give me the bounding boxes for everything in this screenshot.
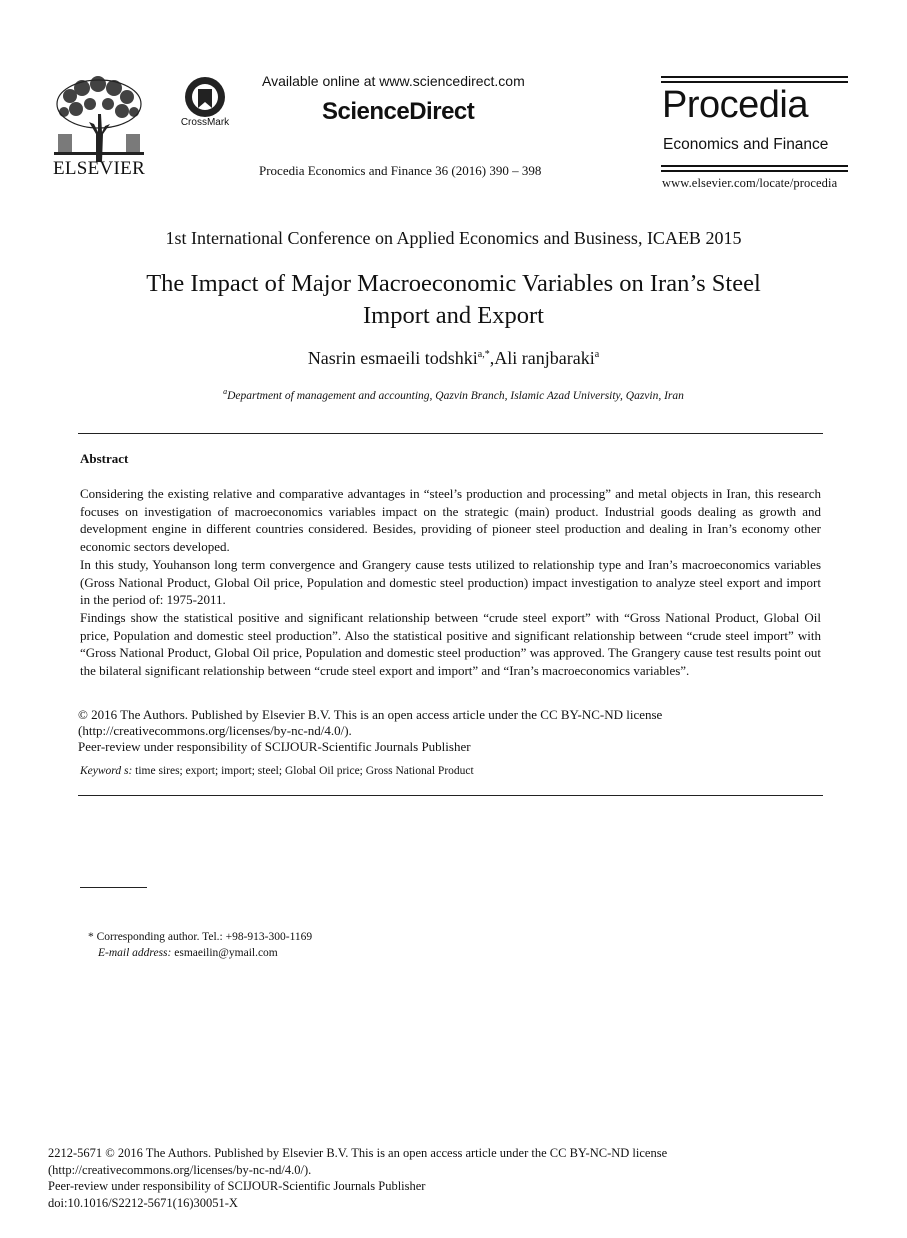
peer-review-line: Peer-review under responsibility of SCIJOUR-Scientific Journals Publisher [78,739,471,754]
abstract-paragraph-3: Findings show the statistical positive and significant relationship between “crude steel export” with “Gross National Product, Global Oil price, Population and domestic steel production”. Also the statistical positive and significant relationship between “crude steel import” with “Gross National Product, Global Oil price, Population and domestic steel production” was approved. The Grangery cause test results point out the bilateral significant relationship between “crude steel export and import” and “Iran’s macroeconomics variables”. [80,609,821,679]
procedia-url-link[interactable]: www.elsevier.com/locate/procedia [662,176,838,190]
authors [0,348,907,369]
author-2-affil: a [594,349,600,360]
paper-title-line-2: Import and Export [363,302,544,329]
available-online-text: Available online at www.sciencedirect.com [262,73,525,89]
author-separator: , [489,348,495,368]
affiliation-marker: a [223,387,228,396]
publisher-name: ELSEVIER [52,158,146,179]
procedia-subtitle: Economics and Finance [663,136,829,153]
procedia-rule-bottom [661,165,848,167]
author-1: Nasrin esmaeili todshki [307,348,478,368]
copyright-notice [78,707,823,755]
paper-title [60,268,847,332]
copyright-line-1: © 2016 The Authors. Published by Elsevier B.V. This is an open access article under the CC BY-NC-ND license [78,707,663,722]
footer-license-link[interactable]: (http://creativecommons.org/licenses/by-nc-nd/4.0/). [48,1162,312,1177]
procedia-rule-bottom-2 [661,170,848,172]
paper-title-line-1: The Impact of Major Macroeconomic Variables on Iran’s Steel [146,270,761,297]
journal-reference: Procedia Economics and Finance 36 (2016) 390 – 398 [259,163,542,178]
footnote [88,929,312,961]
footer-issn-line: 2212-5671 © 2016 The Authors. Published by Elsevier B.V. This is an open access article under the CC BY-NC-ND license [48,1146,668,1160]
abstract-paragraph-1: Considering the existing relative and comparative advantages in “steel’s production and processing” and metal objects in Iran, this research focuses on investigation of macroeconomics variables impact on the strategic (main) product. Industrial goods dealing as growth and development engine in different countries considered. Besides, providing of pioneer steel production and dealing in Iran’s economy other economic sectors developed. [80,486,821,555]
divider-bottom [78,795,823,796]
footer-doi[interactable]: doi:10.1016/S2212-5671(16)30051-X [48,1195,238,1210]
affiliation [0,387,907,402]
abstract-paragraph-2: In this study, Youhanson long term convergence and Grangery cause tests utilized to relationship type and Iran’s macroeconomics variables (Gross National Product, Global Oil price, Population and domestic steel production) impact investigation to analyze steel export and import in the period of: 1975-2011. [80,556,821,608]
page-footer [48,1145,667,1211]
corresponding-author: * Corresponding author. Tel.: +98-913-300-1169 [88,931,313,943]
footnote-rule [80,887,147,888]
author-1-affil: a,* [477,349,490,360]
email-label: E-mail address: [98,947,172,959]
footer-peer-review: Peer-review under responsibility of SCIJOUR-Scientific Journals Publisher [48,1179,426,1193]
keywords [80,765,474,777]
abstract-heading: Abstract [80,451,129,466]
email-address[interactable]: esmaeilin@ymail.com [174,947,278,959]
divider-top [78,433,823,434]
procedia-rule-top-2 [661,81,848,83]
keywords-label: Keyword s: [80,765,133,777]
abstract-body [80,485,821,680]
crossmark-label: CrossMark [180,117,230,128]
conference-name: 1st International Conference on Applied Economics and Business, ICAEB 2015 [165,228,742,248]
author-2: Ali ranjbaraki [494,348,595,368]
keywords-text: time sires; export; import; steel; Global Oil price; Gross National Product [135,765,474,777]
procedia-title: Procedia [662,84,808,126]
license-link[interactable]: (http://creativecommons.org/licenses/by-nc-nd/4.0/). [78,723,352,738]
sciencedirect-logo[interactable]: ScienceDirect [322,98,475,125]
procedia-rule-top [661,76,848,78]
affiliation-text: Department of management and accounting, Qazvin Branch, Islamic Azad University, Qazvin, Iran [227,389,684,402]
